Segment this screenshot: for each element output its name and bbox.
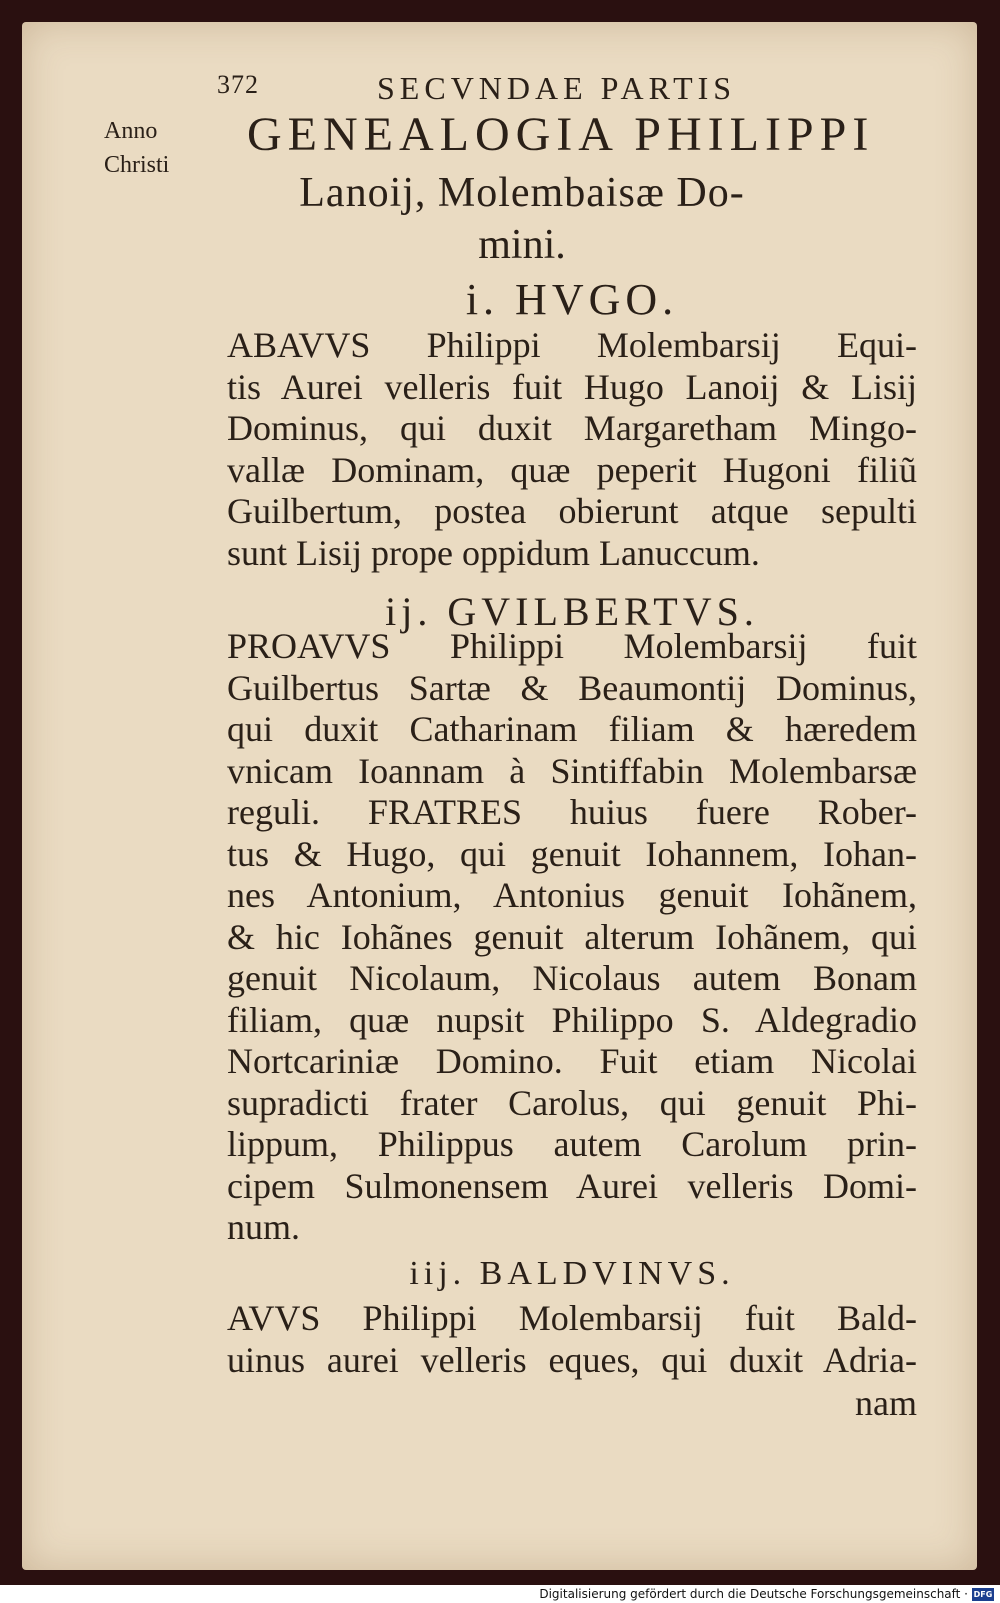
text-line: cipem Sulmonensem Aurei velleris Domi- [227,1165,917,1206]
text-line: Guilbertus Sartæ & Beaumontij Dominus, [227,667,917,708]
text-line: nes Antonium, Antonius genuit Iohãnem, [227,875,917,915]
book-page [22,22,977,1570]
text-line: Nortcariniæ Domino. Fuit etiam Nicolai [227,1041,917,1081]
margin-note [104,114,214,182]
text-line: vallæ Dominam, quæ peperit Hugoni filiũ [227,449,917,490]
title-line: Lanoij, Molembaisæ Do- [299,170,745,216]
text-line: Dominus, qui duxit Margaretham Mingo- [227,408,917,448]
title-line: GENEALOGIA PHILIPPI [247,108,875,161]
page-header [217,70,817,110]
text-line: filiam, quæ nupsit Philippo S. Aldegradio [227,999,917,1040]
section-heading-guilbertus: ij. GVILBERTVS. [385,589,759,634]
text-line: supradicti frater Carolus, qui genuit Phi- [227,1082,917,1123]
text-line: num. [227,1207,301,1247]
title-line: mini. [478,222,566,268]
page-number: 372 [217,70,259,99]
footer-credit: Digitalisierung gefördert durch die Deutsche Forschungsgemeinschaft · [539,1587,968,1601]
text-line: sunt Lisij prope oppidum Lanuccum. [227,532,760,573]
text-line: & hic Iohãnes genuit alterum Iohãnem, qui [227,916,917,957]
text-line: qui duxit Catharinam filiam & hæredem [227,709,917,749]
text-line: vnicam Ioannam à Sintiffabin Molembarsæ [227,750,917,791]
text-line: reguli. FRATRES huius fuere Rober- [227,792,917,832]
text-line: genuit Nicolaum, Nicolaus autem Bonam [227,958,917,998]
margin-note-line: Anno [104,118,158,144]
section-heading-balduinus: iij. BALDVINVS. [409,1255,735,1292]
text-line: tus & Hugo, qui genuit Iohannem, Iohan- [227,833,917,874]
dfg-logo-icon: DFG [973,1590,993,1599]
margin-note-line: Christi [104,152,170,178]
running-head: SECVNDAE PARTIS [377,70,737,106]
paragraph-guilbertus [227,626,917,1249]
text-line: Guilbertum, postea obierunt atque sepulti [227,491,917,531]
text-line: uinus aurei velleris eques, qui duxit Adria- [227,1339,917,1380]
paragraph-balduinus [227,1298,917,1381]
text-line: lippum, Philippus autem Carolum prin- [227,1124,917,1164]
page-title [247,106,917,270]
paragraph-hugo [227,325,917,574]
text-line: ABAVVS Philippi Molembarsij Equi- [227,325,917,365]
text-line: AVVS Philippi Molembarsij fuit Bald- [227,1298,917,1338]
footer-bar [0,1585,1000,1603]
text-line: PROAVVS Philippi Molembarsij fuit [227,626,917,666]
catchword: nam [855,1383,917,1423]
section-heading-hugo: i. HVGO. [465,275,679,324]
text-line: tis Aurei velleris fuit Hugo Lanoij & Lisij [227,366,917,407]
